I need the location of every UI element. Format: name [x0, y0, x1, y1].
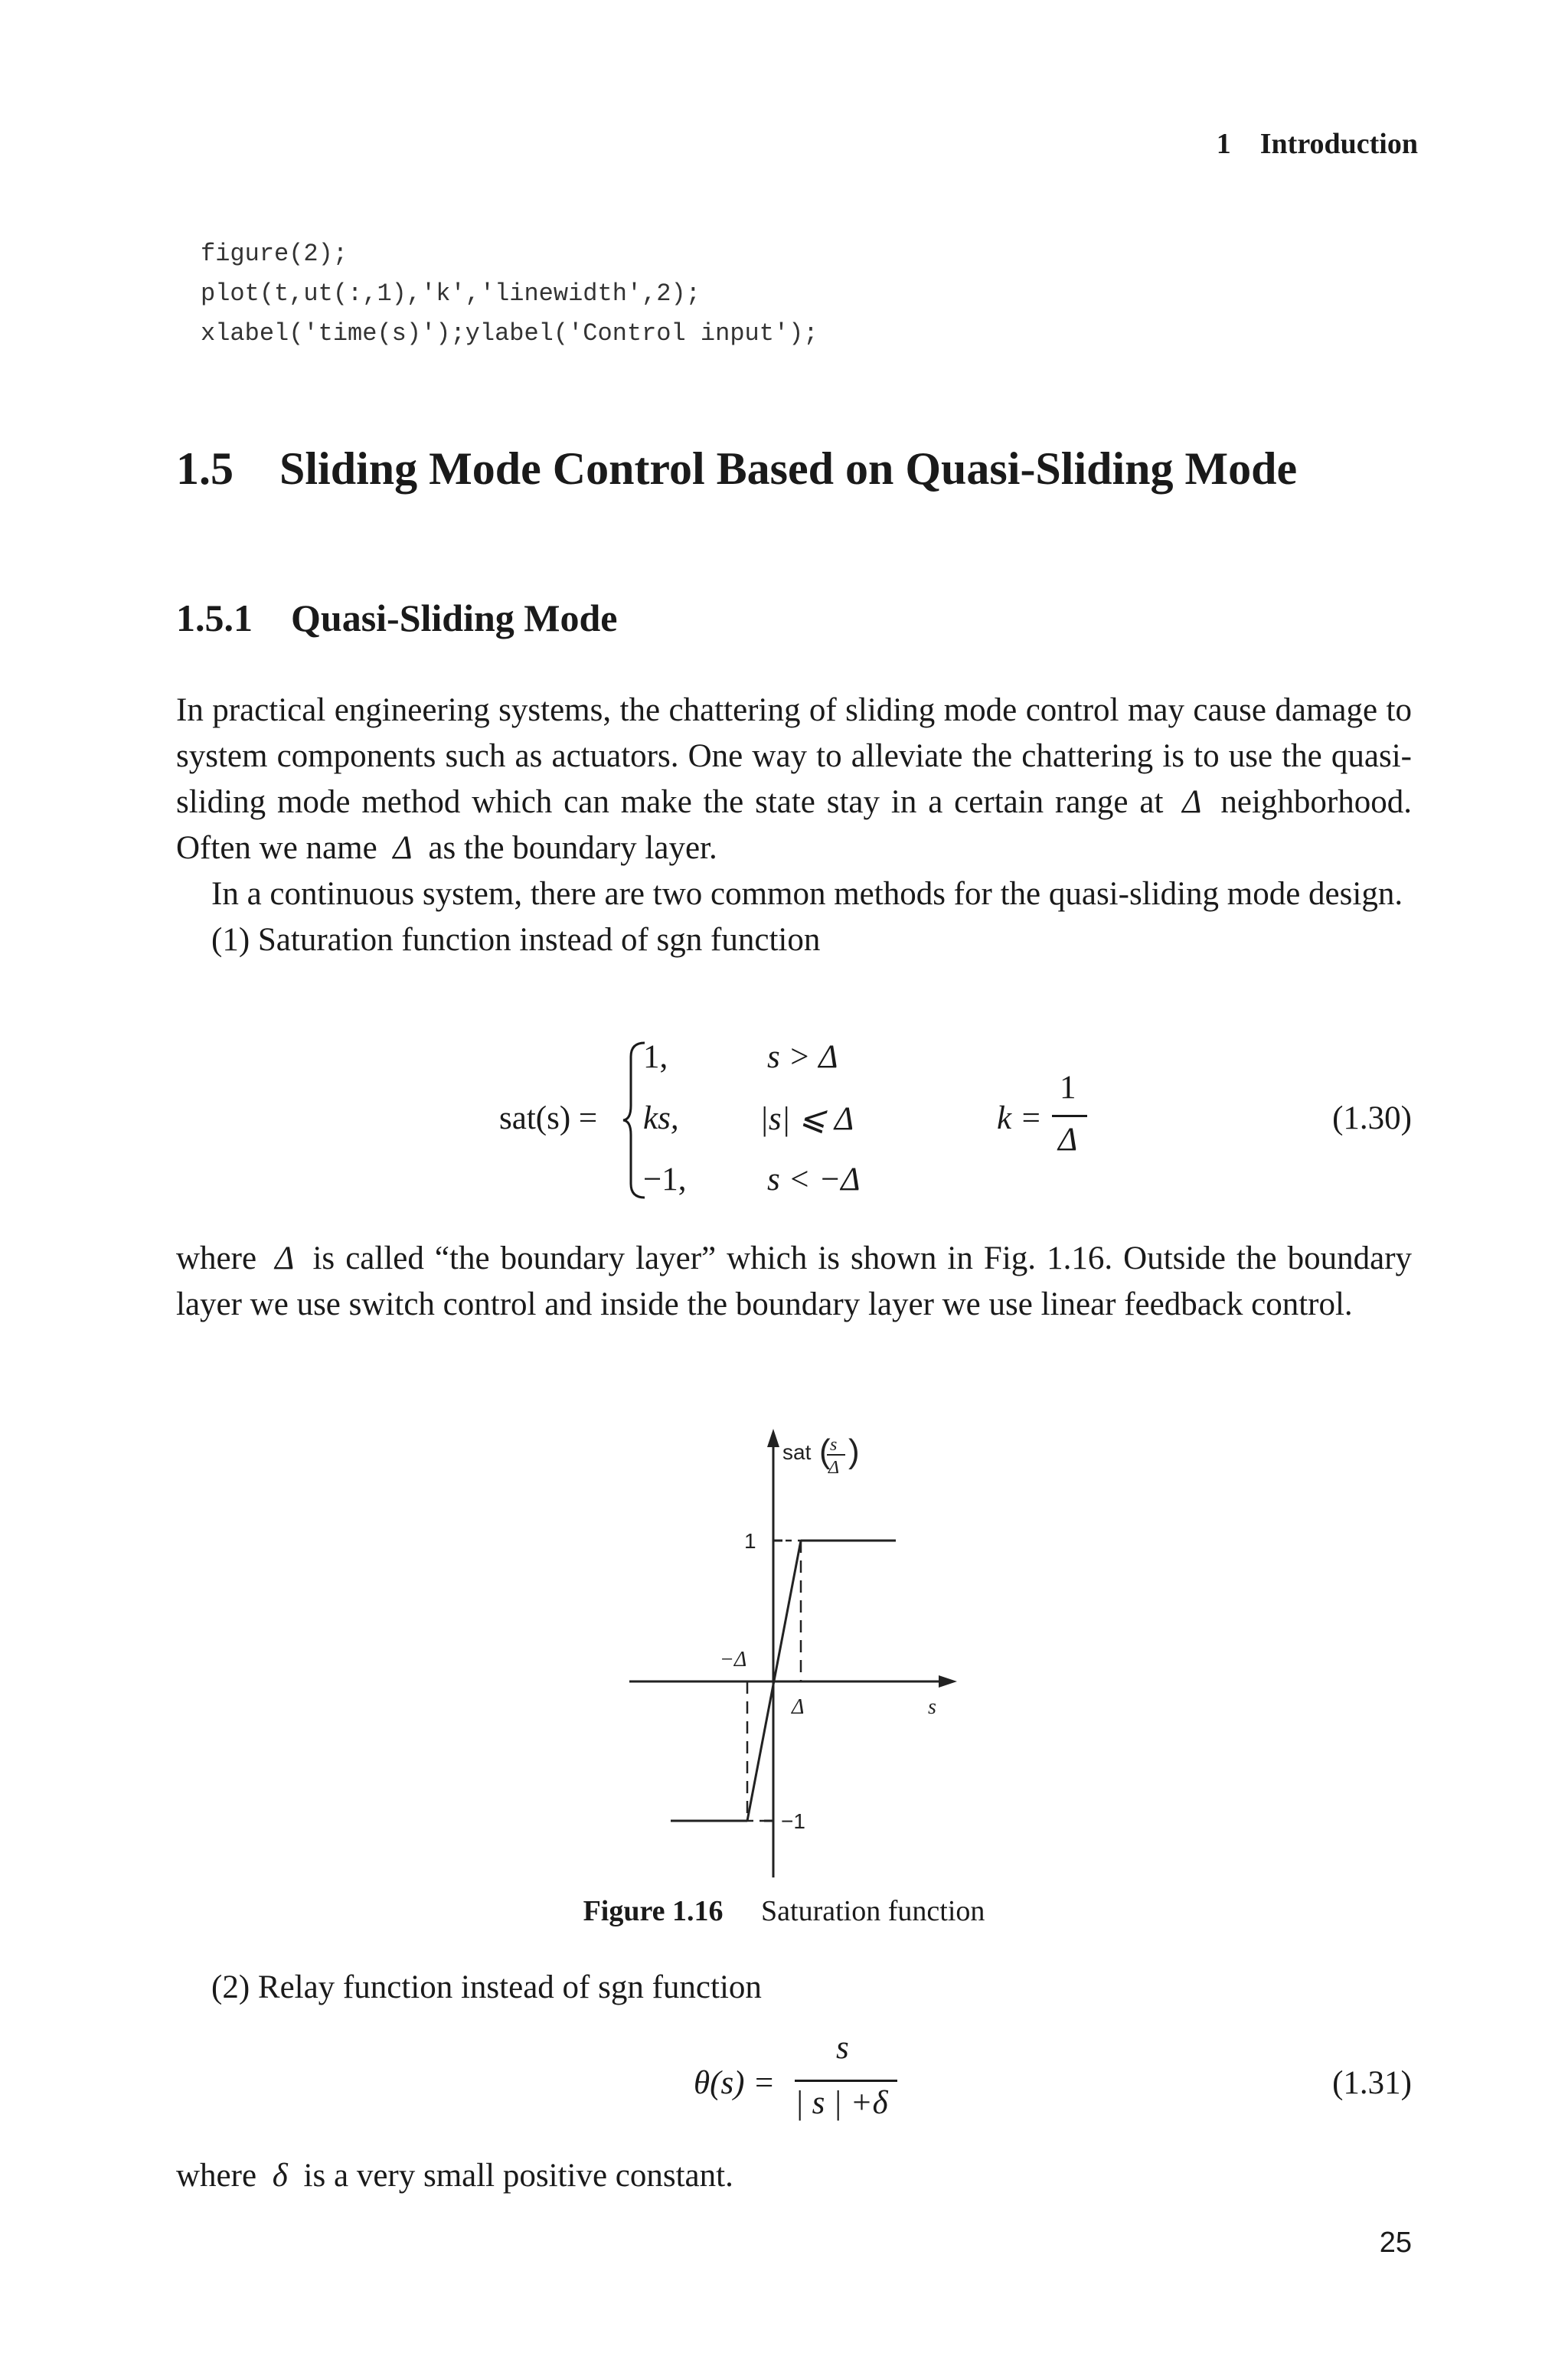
case-condition-1: s > Δ [767, 1039, 838, 1075]
delta-symbol: Δ [275, 1240, 295, 1276]
case-condition-2: |s| ⩽ Δ [760, 1101, 854, 1137]
equation-number: (1.31) [1332, 2065, 1412, 2101]
theta-lhs: θ(s) = [694, 2065, 776, 2101]
fraction-bar [795, 2080, 897, 2082]
body-text-block-1 [176, 688, 1412, 963]
running-head: 1 Introduction [1216, 128, 1418, 160]
figure-caption-label: Figure 1.16 [583, 1895, 724, 1927]
delta-symbol: Δ [393, 830, 413, 866]
k-numerator: 1 [1060, 1070, 1076, 1106]
k-denominator: Δ [1058, 1122, 1078, 1158]
fraction-bar [1052, 1115, 1087, 1117]
case-value-1: 1, [643, 1039, 668, 1075]
equation-1-30 [0, 1026, 1568, 1217]
tick-delta-label: Δ [792, 1695, 805, 1719]
small-delta-symbol: δ [272, 2158, 288, 2194]
figure-caption-text: Saturation function [761, 1895, 985, 1927]
paragraph-text: neighborhood. Often we name [176, 784, 1412, 866]
case-condition-3: s < −Δ [767, 1162, 861, 1198]
theta-numerator: s [836, 2030, 849, 2066]
paragraph-methods: In a continuous system, there are two common methods for the quasi-sliding mode design. [211, 876, 1403, 912]
case-value-3: −1, [643, 1162, 687, 1198]
tick-one-label: 1 [744, 1529, 756, 1553]
subsection-title: 1.5.1 Quasi-Sliding Mode [176, 596, 618, 639]
y-axis-label: sat [782, 1440, 812, 1464]
code-line: xlabel('time(s)');ylabel('Control input'); [201, 319, 818, 348]
paragraph-intro [176, 688, 1412, 871]
paren-open: ( [819, 1433, 831, 1470]
sat-lhs [499, 1100, 597, 1137]
code-listing [201, 234, 818, 354]
figure-caption [0, 1894, 1568, 1928]
equation-1-31 [0, 2029, 1568, 2144]
paragraph-text: is called “the boundary layer” which is shown in Fig. 1.16. Outside the boundary layer we use switch control and inside the boundary layer we use linear feedback control. [176, 1240, 1413, 1322]
code-line: plot(t,ut(:,1),'k','linewidth',2); [201, 279, 701, 308]
sat-lhs-text: sat(s) = [499, 1100, 598, 1136]
paragraph-delta-constant [176, 2153, 1412, 2199]
saturation-function-figure [625, 1424, 962, 1884]
k-lhs: k = [997, 1100, 1042, 1136]
paragraph-relay-heading: (2) Relay function instead of sgn function [211, 1969, 762, 2005]
page-number: 25 [1379, 2227, 1412, 2259]
paragraph-boundary-layer [176, 1236, 1412, 1328]
x-axis-label: s [928, 1695, 936, 1719]
body-text-block-2 [176, 1236, 1412, 1328]
paragraph-text: where [176, 1240, 257, 1276]
y-axis-arrow [767, 1429, 779, 1447]
code-line: figure(2); [201, 240, 348, 268]
paragraph-saturation-heading: (1) Saturation function instead of sgn function [211, 922, 821, 958]
theta-denominator: | s | +δ [795, 2085, 888, 2121]
x-axis-arrow [939, 1675, 957, 1688]
paren-close: ) [848, 1433, 860, 1470]
delta-symbol: Δ [1182, 784, 1202, 820]
paragraph-text: In practical engineering systems, the chattering of sliding mode control may cause damage to system components such as actuators. One way to alleviate the chattering is to use the quasi-sliding mode method which can make the state stay in a certain range at [176, 692, 1412, 820]
paragraph-text: is a very small positive constant. [303, 2158, 733, 2194]
y-axis-frac-denominator: Δ [828, 1458, 840, 1478]
paragraph-text: as the boundary layer. [428, 830, 717, 866]
y-axis-frac-numerator: s [830, 1435, 838, 1455]
case-value-2: ks, [643, 1100, 679, 1136]
tick-neg-delta-label: −Δ [720, 1648, 747, 1672]
section-title: 1.5 Sliding Mode Control Based on Quasi-Sliding Mode [176, 443, 1298, 494]
paragraph-text: where [176, 2158, 257, 2194]
tick-neg-one-label: −1 [781, 1809, 805, 1833]
equation-number: (1.30) [1332, 1100, 1412, 1136]
body-text-block-3 [176, 2153, 1412, 2199]
